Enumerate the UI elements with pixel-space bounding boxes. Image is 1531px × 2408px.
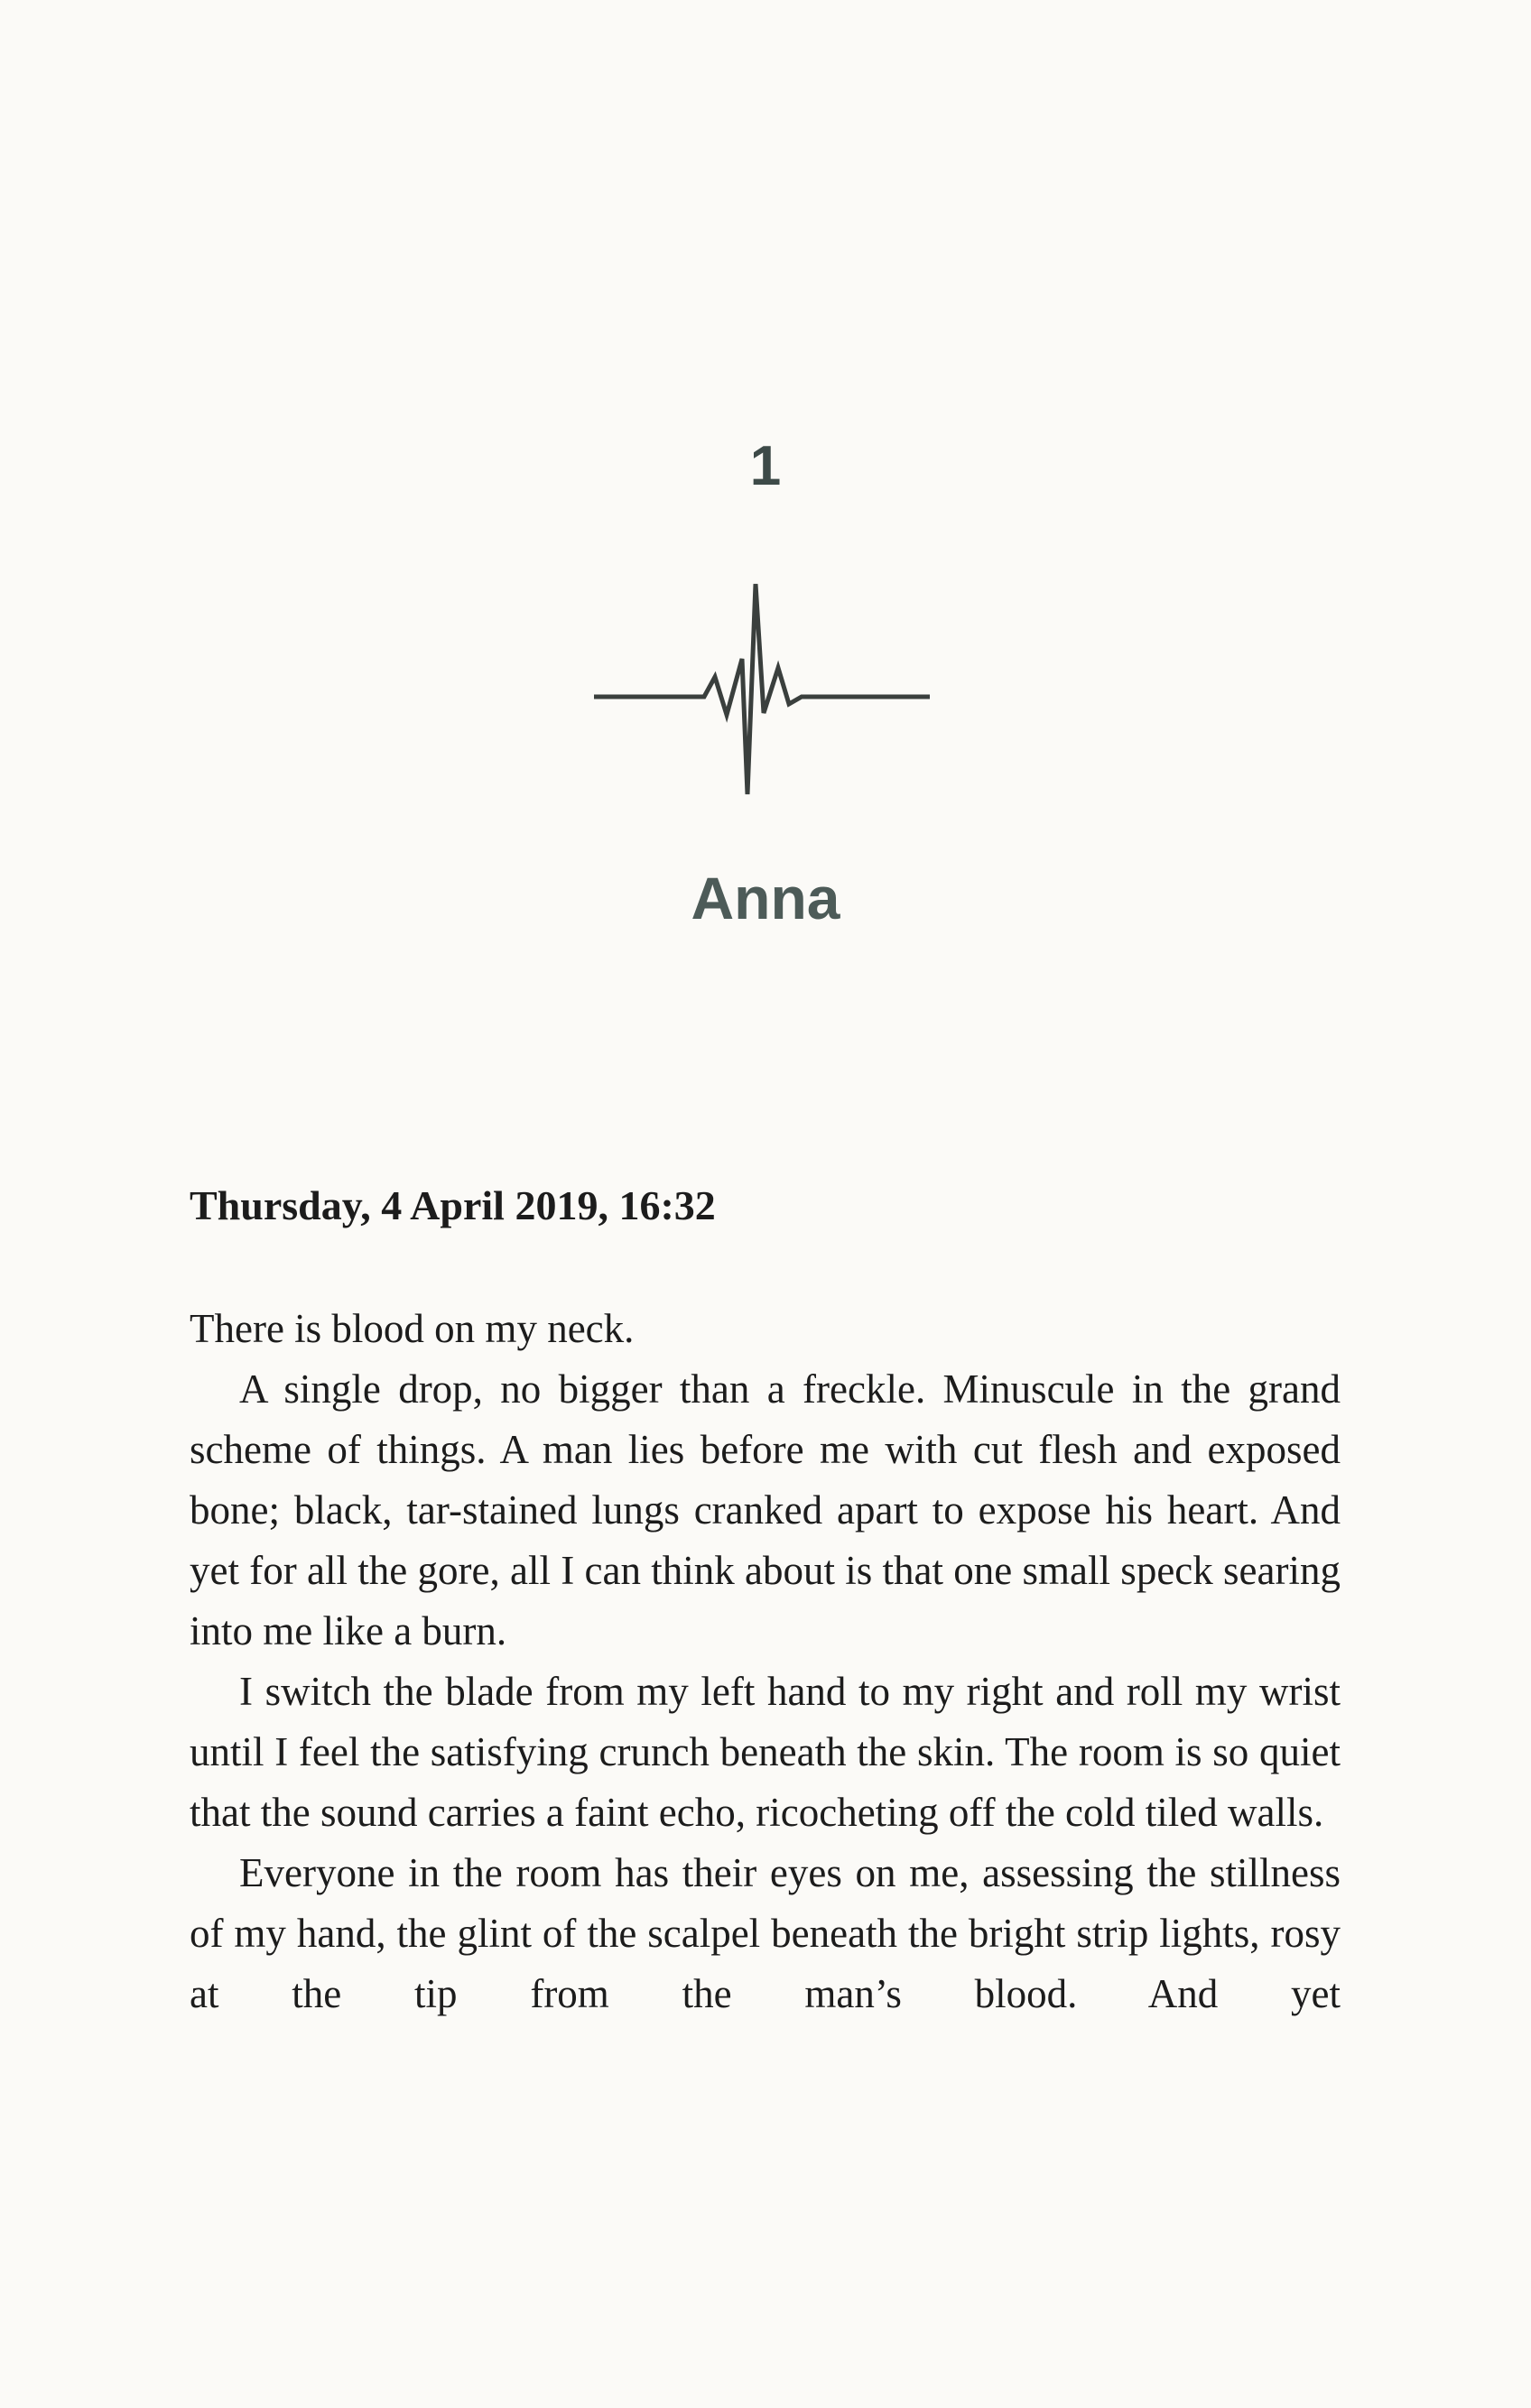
heartbeat-line-icon bbox=[587, 569, 939, 803]
chapter-title: Anna bbox=[691, 865, 840, 931]
paragraph: I switch the blade from my left hand to my right and roll my wrist until I feel the satisfying crunch beneath the skin. The room is so quiet that the sound carries a faint echo, ricocheting off the cold tiled walls. bbox=[190, 1669, 1341, 1835]
timestamp-heading: Thursday, 4 April 2019, 16:32 bbox=[190, 1182, 716, 1228]
paragraph: A single drop, no bigger than a freckle. Minuscule in the grand scheme of things. A man lies before me with cut flesh and exposed bone; black, tar-stained lungs cranked apart to expose his heart. And yet for all the gore, all I can think about is that one small speck searing into me like a burn. bbox=[190, 1366, 1341, 1653]
paragraph: There is blood on my neck. bbox=[190, 1306, 635, 1351]
chapter-number: 1 bbox=[749, 435, 782, 497]
chapter-body bbox=[190, 1299, 1341, 2024]
paragraph: Everyone in the room has their eyes on me, assessing the stillness of my hand, the glint of the scalpel beneath the bright strip lights, rosy at the tip from the man’s blood. And yet bbox=[190, 1850, 1341, 2016]
